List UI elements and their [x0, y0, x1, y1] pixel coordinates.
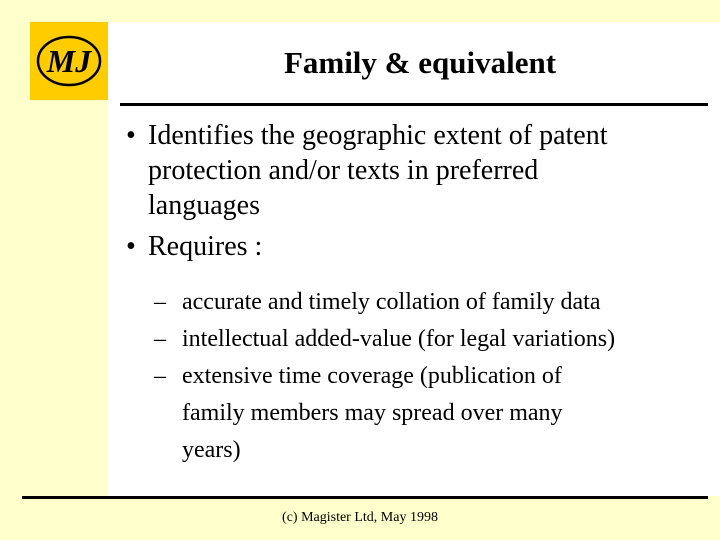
bullet-line: languages — [148, 190, 260, 221]
sub-bullet-line: years) — [182, 437, 241, 463]
top-accent-strip — [0, 0, 720, 22]
footer-divider — [22, 496, 708, 499]
sub-bullet-line: extensive time coverage (publication of — [182, 363, 562, 389]
sub-bullet-marker: – — [154, 363, 166, 389]
sub-bullet-marker: – — [154, 289, 166, 315]
sub-bullet-marker: – — [154, 326, 166, 352]
sub-bullet-line: family members may spread over many — [182, 400, 563, 426]
sub-bullet-line: accurate and timely collation of family data — [182, 289, 601, 315]
sub-bullet-item — [120, 321, 700, 358]
footer-text: (c) Magister Ltd, May 1998 — [282, 510, 438, 525]
bullet-item — [120, 118, 700, 223]
company-logo — [30, 22, 108, 100]
sub-bullet-item — [120, 284, 700, 321]
slide-title: Family & equivalent — [283, 45, 557, 80]
bullet-marker: • — [126, 231, 136, 262]
bullet-item — [120, 229, 700, 264]
bullet-line: Identifies the geographic extent of patent — [148, 120, 608, 151]
sub-bullet-item — [120, 358, 700, 469]
bullet-line: Requires : — [148, 231, 263, 262]
logo-text: MJ — [46, 43, 92, 79]
bullet-list — [120, 118, 700, 469]
title-divider — [120, 103, 708, 106]
sub-bullet-line: intellectual added-value (for legal variations) — [182, 326, 616, 352]
bullet-line: protection and/or texts in preferred — [148, 155, 539, 186]
bullet-marker: • — [126, 120, 136, 151]
